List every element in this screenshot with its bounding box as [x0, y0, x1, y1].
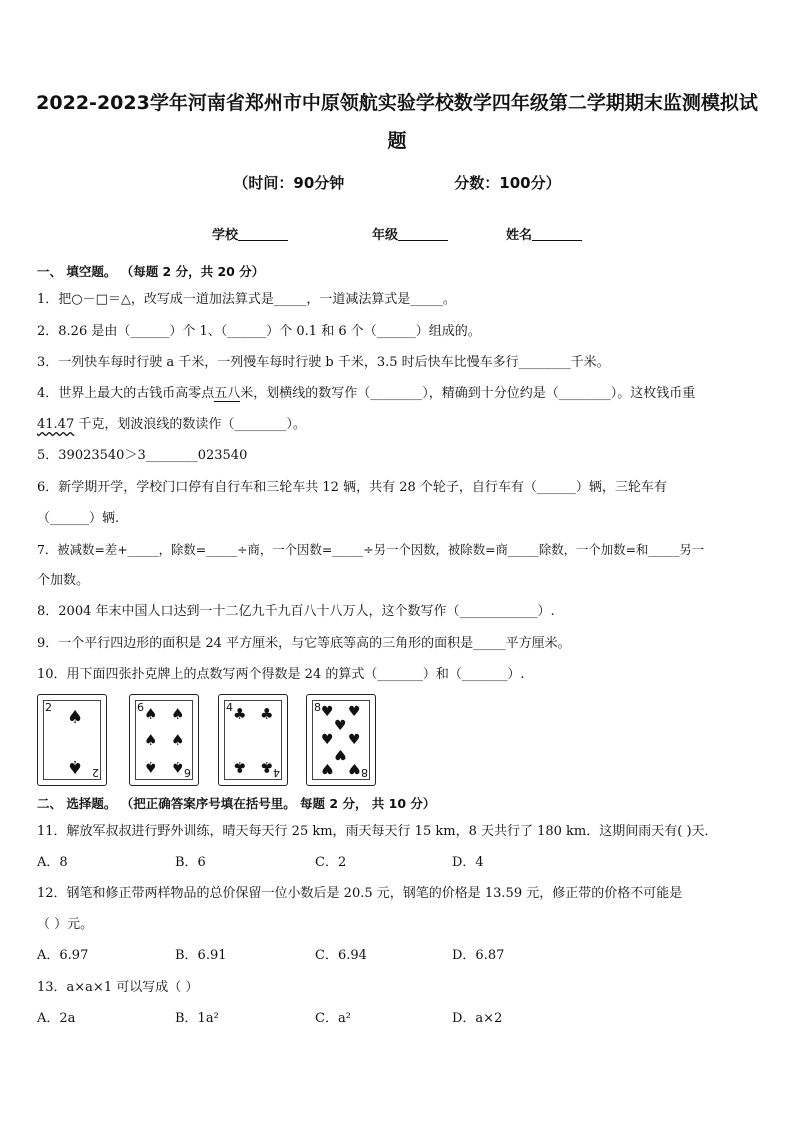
spade-icon: ♠	[144, 705, 158, 723]
heart-icon: ♥	[334, 746, 347, 762]
spade-icon: ♠	[171, 731, 185, 749]
card-rank: 2	[45, 701, 52, 714]
exam-title-line2: 题	[387, 130, 407, 152]
card-6-spades	[129, 694, 199, 786]
wavy-underlined-number: 41.47	[37, 417, 75, 432]
q12-option-b[interactable]: B．6.91	[175, 948, 227, 963]
question-7-line1: 7．被减数=差+_____，除数=_____÷商，一个因数=_____÷另一个因数，被除数=商_____除数，一个加数=和_____另一	[37, 542, 705, 557]
heart-icon: ♥	[321, 704, 334, 720]
grade-field	[372, 224, 448, 243]
spade-icon: ♠	[171, 758, 185, 776]
club-icon: ♣	[260, 705, 274, 723]
q11-option-d[interactable]: D．4	[452, 855, 484, 870]
question-12-line1: 12．钢笔和修正带两样物品的总价保留一位小数后是 20.5 元，钢笔的价格是 13.59 元，修正带的价格不可能是	[37, 886, 683, 901]
underlined-number: 五八	[214, 386, 241, 401]
question-7-line2: 个加数。	[37, 573, 90, 588]
question-12-line2: （ ）元。	[37, 917, 94, 932]
question-11: 11．解放军叔叔进行野外训练，晴天每天行 25 km，雨天每天行 15 km，8 天共行了 180 km．这期间雨天有( )天．	[37, 824, 718, 839]
school-field	[212, 224, 288, 243]
time-limit: （时间：90分钟	[233, 174, 345, 192]
question-1: 1．把○－□＝△，改写成一道加法算式是_____，一道减法算式是_____。	[37, 292, 456, 307]
heart-icon: ♥	[334, 718, 347, 734]
name-blank[interactable]	[532, 227, 582, 241]
spade-icon: ♠	[144, 758, 158, 776]
question-3: 3．一列快车每时行驶 a 千米，一列慢车每时行驶 b 千米，3.5 时后快车比慢车多行________千米。	[37, 355, 610, 370]
card-2-spades	[37, 694, 107, 786]
q13-option-d[interactable]: D．a×2	[452, 1011, 503, 1026]
heart-icon: ♥	[348, 704, 361, 720]
heart-icon: ♥	[348, 760, 361, 776]
card-4-clubs	[218, 694, 288, 786]
card-8-hearts	[306, 694, 376, 786]
school-blank[interactable]	[238, 227, 288, 241]
question-6-line2: （______）辆.	[37, 511, 120, 526]
heart-icon: ♥	[348, 732, 361, 748]
spade-icon: ♠	[171, 705, 185, 723]
question-8: 8．2004 年末中国人口达到一十二亿九千九百八十八万人，这个数写作（____________）.	[37, 604, 555, 619]
exam-meta	[0, 172, 794, 193]
spade-icon: ♠	[67, 756, 84, 777]
total-score: 分数：100分）	[454, 174, 561, 192]
spade-icon: ♠	[67, 707, 84, 728]
question-5: 5．39023540＞3________023540	[37, 448, 248, 463]
q12-option-a[interactable]: A．6.97	[37, 948, 89, 963]
question-10: 10．用下面四张扑克牌上的点数写两个得数是 24 的算式（_______）和（_______）.	[37, 667, 525, 682]
name-label: 姓名	[506, 228, 533, 243]
card-rank: 6	[184, 766, 191, 779]
section1-heading: 一、 填空题。 （每题 2 分，共 20 分）	[37, 264, 265, 279]
card-rank: 4	[226, 701, 233, 714]
playing-cards	[37, 694, 377, 786]
heart-icon: ♥	[321, 732, 334, 748]
card-rank: 4	[273, 766, 280, 779]
card-rank: 8	[361, 766, 368, 779]
question-4-line1: 4．世界上最大的古钱币高零点五八米，划横线的数写作（________），精确到十分位约是（________）。这枚钱币重	[37, 386, 696, 401]
q11-option-a[interactable]: A．8	[37, 855, 68, 870]
q13-option-a[interactable]: A．2a	[37, 1011, 76, 1026]
question-2: 2．8.26 是由（______）个 1、（______）个 0.1 和 6 个（______）组成的。	[37, 324, 481, 339]
q13-option-c[interactable]: C．a²	[315, 1011, 351, 1026]
exam-title-line1: 2022-2023学年河南省郑州市中原领航实验学校数学四年级第二学期期末监测模拟试	[36, 92, 758, 114]
section2-heading: 二、 选择题。 （把正确答案序号填在括号里。 每题 2 分， 共 10 分）	[37, 796, 436, 811]
q13-option-b[interactable]: B．1a²	[175, 1011, 219, 1026]
card-rank: 2	[92, 766, 99, 779]
heart-icon: ♥	[321, 760, 334, 776]
club-icon: ♣	[260, 758, 274, 776]
q12-option-c[interactable]: C．6.94	[315, 948, 367, 963]
question-9: 9．一个平行四边形的面积是 24 平方厘米，与它等底等高的三角形的面积是_____平方厘米。	[37, 636, 571, 651]
name-field	[506, 224, 582, 243]
question-4-line2: 41.47 千克，划波浪线的数读作（________）。	[37, 417, 306, 432]
question-13: 13．a×a×1 可以写成（ ）	[37, 980, 199, 995]
grade-label: 年级	[372, 228, 399, 243]
card-rank: 6	[137, 701, 144, 714]
spade-icon: ♠	[144, 731, 158, 749]
question-6-line1: 6．新学期开学，学校门口停有自行车和三轮车共 12 辆，共有 28 个轮子，自行车有（______）辆，三轮车有	[37, 480, 667, 495]
school-label: 学校	[212, 228, 239, 243]
q12-option-d[interactable]: D．6.87	[452, 948, 505, 963]
q11-option-c[interactable]: C．2	[315, 855, 347, 870]
card-rank: 8	[314, 701, 321, 714]
club-icon: ♣	[233, 705, 247, 723]
q11-option-b[interactable]: B．6	[175, 855, 206, 870]
club-icon: ♣	[233, 758, 247, 776]
grade-blank[interactable]	[398, 227, 448, 241]
